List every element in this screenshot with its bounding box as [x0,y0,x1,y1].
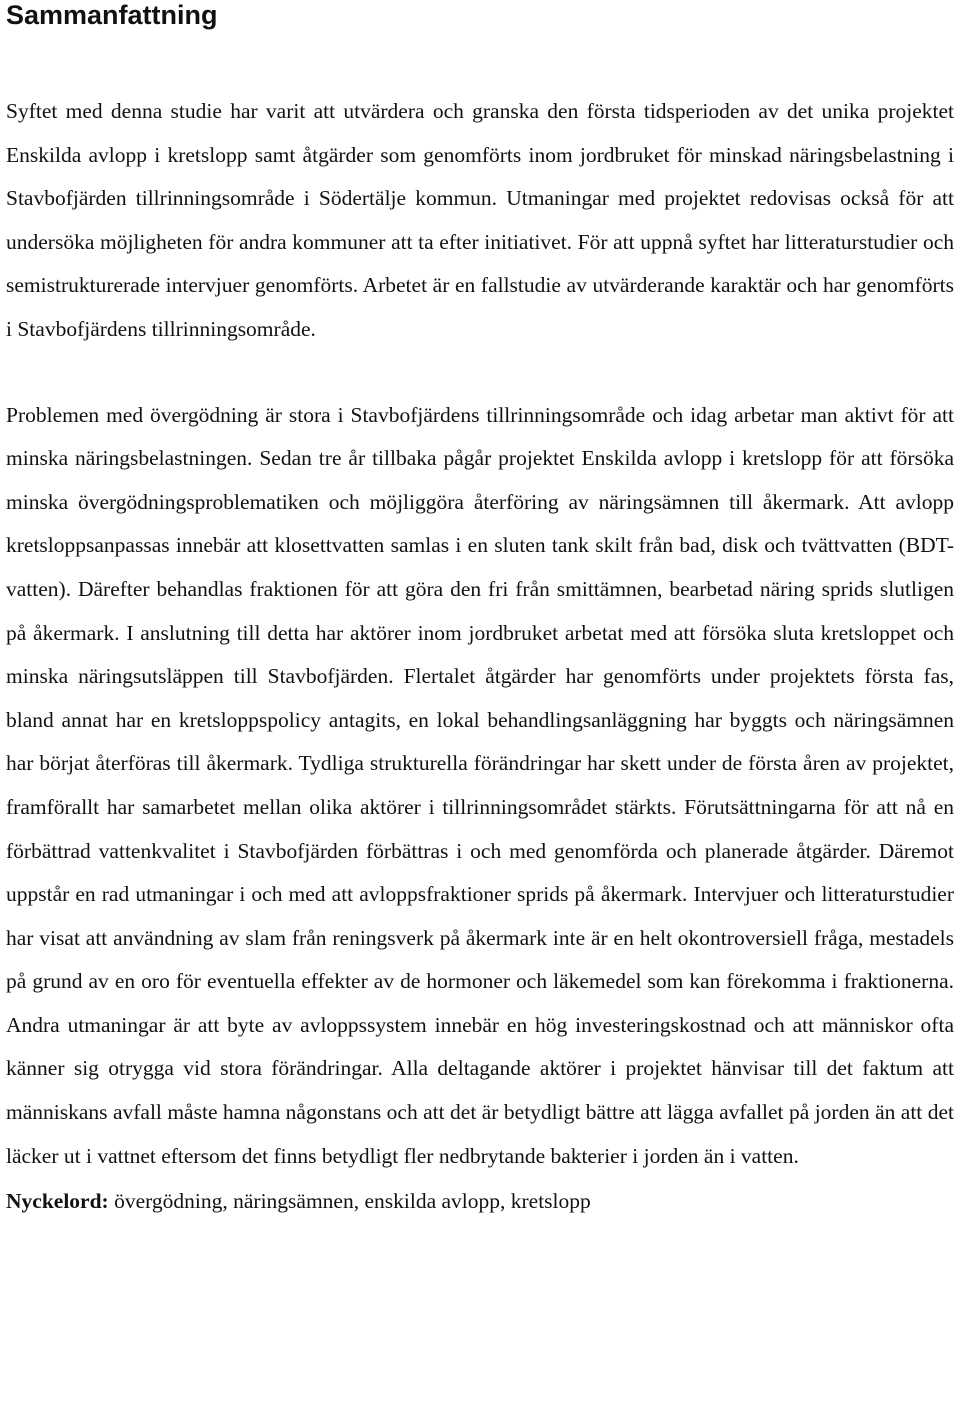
section-title: Sammanfattning [6,0,218,30]
document-page [6,0,954,1216]
paragraph-purpose: Syftet med denna studie har varit att utvärdera och granska den första tidsperioden av det unika projektet Enskilda avlopp i kretslopp samt åtgärder som genomförts inom jordbruket för minskad näringsbelastning i Stavbofjärden tillrinningsområde i Södertälje kommun. Utmaningar med projektet redovisas också för att undersöka möjligheten för andra kommuner att ta efter initiativet. För att uppnå syftet har litteraturstudier och semistrukturerade intervjuer genomförts. Arbetet är en fallstudie av utvärderande karaktär och har genomförts i Stavbofjärdens tillrinningsområde. [6,99,954,341]
keywords-text: övergödning, näringsämnen, enskilda avlopp, kretslopp [108,1189,591,1214]
paragraph-results: Problemen med övergödning är stora i Stavbofjärdens tillrinningsområde och idag arbetar man aktivt för att minska näringsbelastningen. Sedan tre år tillbaka pågår projektet Enskilda avlopp i kretslopp för att försöka minska övergödningsproblematiken och möjliggöra återföring av näringsämnen till åkermark. Att avlopp kretsloppsanpassas innebär att klosettvatten samlas i en sluten tank skilt från bad, disk och tvättvatten (BDT- vatten). Därefter behandlas fraktionen för att göra den fri från smittämnen, bearbetad näring sprids slutligen på åkermark. I anslutning till detta har aktörer inom jordbruket arbetat med att försöka sluta kretsloppet och minska näringsutsläppen till Stavbofjärden. Flertalet åtgärder har genomförts under projektets första fas, bland annat har en kretsloppspolicy antagits, en lokal behandlingsanläggning har byggts och näringsämnen har börjat återföras till åkermark. Tydliga strukturella förändringar har skett under de första åren av projektet, framförallt har samarbetet mellan olika aktörer i tillrinningsområdet stärkts. Förutsättningarna för att nå en förbättrad vattenkvalitet i Stavbofjärden förbättras i och med genomförda och planerade åtgärder. Däremot uppstår en rad utmaningar i och med att avloppsfraktioner sprids på åkermark. Intervjuer och litteraturstudier har visat att användning av slam från reningsverk på åkermark inte är en helt okontroversiell fråga, mestadels på grund av en oro för eventuella effekter av de hormoner och läkemedel som kan förekomma i fraktionerna. Andra utmaningar är att byte av avloppssystem innebär en hög investeringskostnad och att människor ofta känner sig otrygga vid stora förändringar. Alla deltagande aktörer i projektet hänvisar till det faktum att människans avfall måste hamna någonstans och att det är betydligt bättre att lägga avfallet på jorden än att det läcker ut i vattnet eftersom det finns betydligt fler nedbrytande bakterier i jorden än i vatten. [6,402,954,1168]
keywords-line [6,1186,954,1216]
keywords-label: Nyckelord: [6,1189,109,1214]
